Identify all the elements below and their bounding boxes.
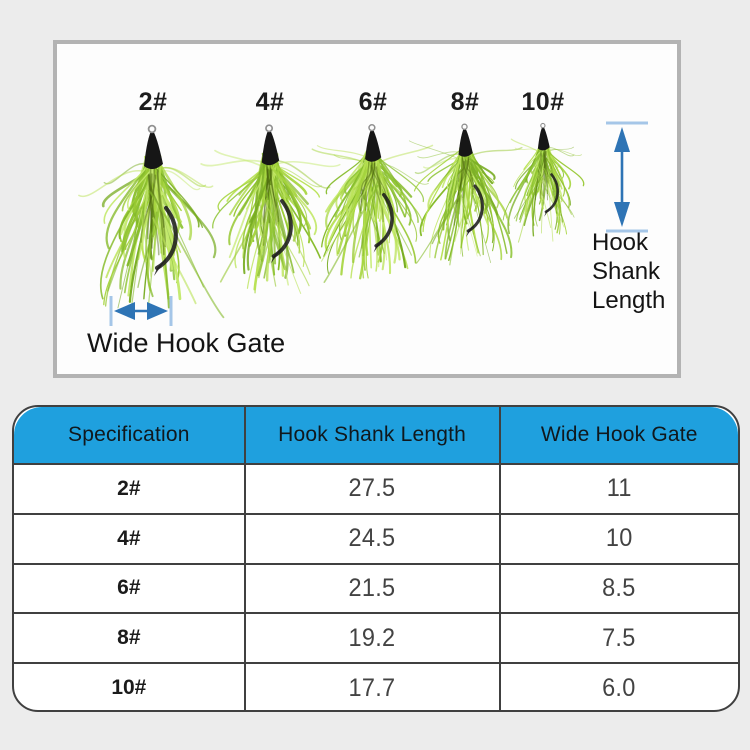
hook-gate-cell: 10 [501, 513, 738, 563]
table-row [14, 662, 738, 712]
vertical-double-arrow-icon [604, 120, 650, 234]
lure-size-label: 6# [358, 88, 388, 116]
hook-gate-cell: 6.0 [501, 662, 738, 712]
product-photo-panel [53, 40, 681, 378]
hook-gate-cell: 11 [501, 463, 738, 513]
table-row [14, 563, 738, 613]
spec-cell: 10# [14, 662, 246, 712]
table-body [14, 463, 738, 712]
lure-size-label: 4# [255, 88, 285, 116]
table-header-row [14, 407, 738, 463]
wide-hook-gate-label: Wide Hook Gate [87, 328, 286, 358]
hook-shank-length-label: Hook Shank Length [592, 229, 666, 314]
table-row [14, 463, 738, 513]
hook-gate-cell: 8.5 [501, 563, 738, 613]
shank-length-cell: 19.2 [246, 612, 501, 662]
column-header-hook-shank-length: Hook Shank Length [246, 407, 501, 463]
hook-gate-cell: 7.5 [501, 612, 738, 662]
spec-cell: 2# [14, 463, 246, 513]
column-header-wide-hook-gate: Wide Hook Gate [501, 407, 738, 463]
lure-size-label: 10# [521, 88, 565, 116]
shank-length-cell: 27.5 [246, 463, 501, 513]
spec-cell: 8# [14, 612, 246, 662]
lure-size-label: 8# [450, 88, 480, 116]
shank-length-cell: 17.7 [246, 662, 501, 712]
column-header-specification: Specification [14, 407, 246, 463]
specification-table [12, 405, 740, 712]
shank-length-cell: 21.5 [246, 563, 501, 613]
table-row [14, 513, 738, 563]
table-row [14, 612, 738, 662]
shank-length-cell: 24.5 [246, 513, 501, 563]
lure-size-label: 2# [138, 88, 168, 116]
spec-cell: 4# [14, 513, 246, 563]
horizontal-double-arrow-icon [107, 294, 175, 328]
feather-lure-image [497, 120, 590, 244]
spec-cell: 6# [14, 563, 246, 613]
